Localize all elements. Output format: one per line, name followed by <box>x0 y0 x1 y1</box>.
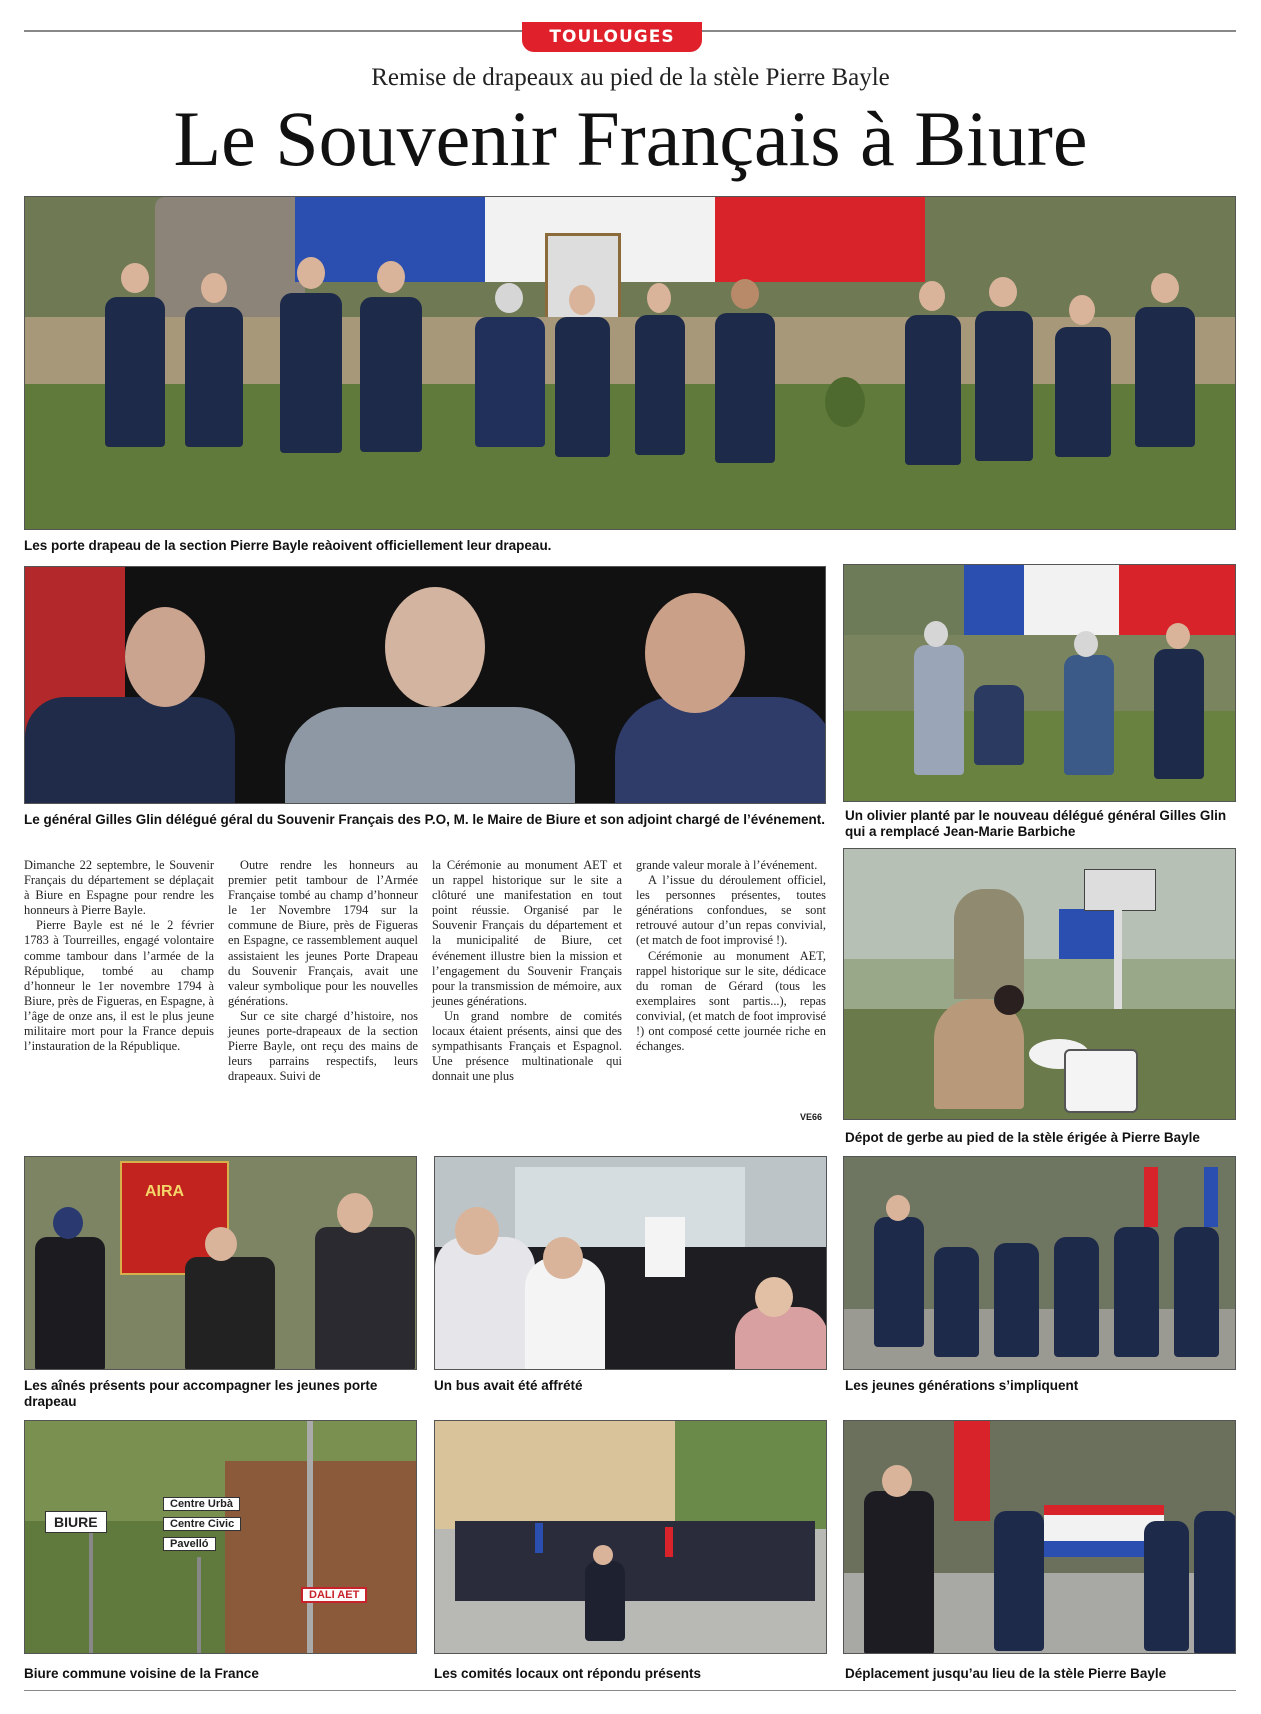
sign-dali-aet: DALI AET <box>301 1587 367 1603</box>
paragraph: Sur ce site chargé d’histoire, nos jeunes porte-drapeaux de la section Pierre Bayle, ont reçu des mains de leurs parrains respectifs, leurs drapeaux. Suivi de <box>228 1008 418 1084</box>
paragraph: Outre rendre les honneurs au premier petit tambour de l’Armée Française tombé au champ d’honneur le 1er Novembre 1794 sur la commune de Biure, près de Figueras en Espagne, ce rassemblement auquel assistaient les jeunes Porte Drapeau du Souvenir Français, avait une valeur symbolique pour les nouvelles générations. <box>228 858 418 1008</box>
aines-photo <box>24 1156 417 1370</box>
jeunes-photo <box>843 1156 1236 1370</box>
article-col-4 <box>636 858 826 1054</box>
caption-deplacement: Déplacement jusqu’au lieu de la stèle Pierre Bayle <box>845 1666 1167 1681</box>
section-tag: TOULOUGES <box>522 22 702 52</box>
paragraph: Un grand nombre de comités locaux étaient présents, ainsi que des sympathisants Français et Espagnol. Une présence multinationale qui donnait une plus <box>432 1008 622 1084</box>
article-col-3 <box>432 858 622 1084</box>
deplacement-photo <box>843 1420 1236 1654</box>
paragraph: Dimanche 22 septembre, le Souvenir Français du département se déplaçait à Biure en Espagne pour rendre les honneurs à Pierre Bayle. <box>24 858 214 918</box>
signature: VE66 <box>800 1112 823 1122</box>
gerbe-photo <box>843 848 1236 1120</box>
caption-aines: Les aînés présents pour accompagner les jeunes porte drapeau <box>24 1378 378 1409</box>
sign-centre-civic: Centre Civic <box>163 1517 241 1531</box>
paragraph: grande valeur morale à l’événement. <box>636 858 818 872</box>
paragraph: A l’issue du déroulement officiel, les personnes présentes, toutes générations confondues, se sont retrouvé autour d’un repas convivial, (et match de foot improvisé !). <box>636 873 826 948</box>
kicker: Remise de drapeaux au pied de la stèle Pierre Bayle <box>371 64 890 91</box>
paragraph: Pierre Bayle est né le 2 février 1783 à Tourreilles, engagé volontaire comme tambour dans l’armée de la République, tombé au champ d’honneur le 1er novembre 1794 à Biure, près de Figueras, en Espagne, à l’âge de onze ans, il est le plus jeune militaire mort pour la France depuis l’instauration de la République. <box>24 918 214 1054</box>
caption-general: Le général Gilles Glin délégué géral du Souvenir Français des P.O, M. le Maire de Biure et son adjoint chargé de l’événement. <box>24 812 825 827</box>
caption-gerbe: Dépot de gerbe au pied de la stèle érigée à Pierre Bayle <box>845 1130 1200 1145</box>
bottom-rule <box>24 1690 1236 1691</box>
caption-comites: Les comités locaux ont répondu présents <box>434 1666 702 1681</box>
caption-biure: Biure commune voisine de la France <box>24 1666 259 1681</box>
bus-photo <box>434 1156 827 1370</box>
caption-jeunes: Les jeunes générations s’impliquent <box>845 1378 1079 1393</box>
banner-text: AIRA <box>145 1183 185 1200</box>
biure-photo <box>24 1420 417 1654</box>
caption-main: Les porte drapeau de la section Pierre Bayle reàoivent officiellement leur drapeau. <box>24 538 552 553</box>
general-photo <box>24 566 826 804</box>
comites-photo <box>434 1420 827 1654</box>
caption-bus: Un bus avait été affrété <box>434 1378 583 1393</box>
olivier-photo <box>843 564 1236 802</box>
article-col-2 <box>228 858 418 1084</box>
main-photo <box>24 196 1236 530</box>
caption-olivier: Un olivier planté par le nouveau délégué général Gilles Glin qui a remplacé Jean-Marie Barbiche <box>845 808 1227 839</box>
sign-pavello: Pavelló <box>163 1537 216 1551</box>
article-col-1 <box>24 858 214 1054</box>
headline: Le Souvenir Français à Biure <box>173 95 1088 182</box>
paragraph: Cérémonie au monument AET, rappel historique sur le site, dédicace du roman de Gérard (tous les exemplaires sont partis...), repas convivial, (et match de foot improvisé !) ont composé cette journée riche en échanges. <box>636 948 826 1054</box>
sign-biure: BIURE <box>45 1511 107 1533</box>
sign-centre-urba: Centre Urbà <box>163 1497 240 1511</box>
paragraph: la Cérémonie au monument AET et un rappel historique sur le site a clôturé une manifestation en tout point réussie. Organisé par le Souvenir Français du département et la municipalité de Biure, cet événement illustre bien la mission et l’engagement du Souvenir Français pour la transmission de mémoire, aux jeunes générations. <box>432 858 622 1008</box>
